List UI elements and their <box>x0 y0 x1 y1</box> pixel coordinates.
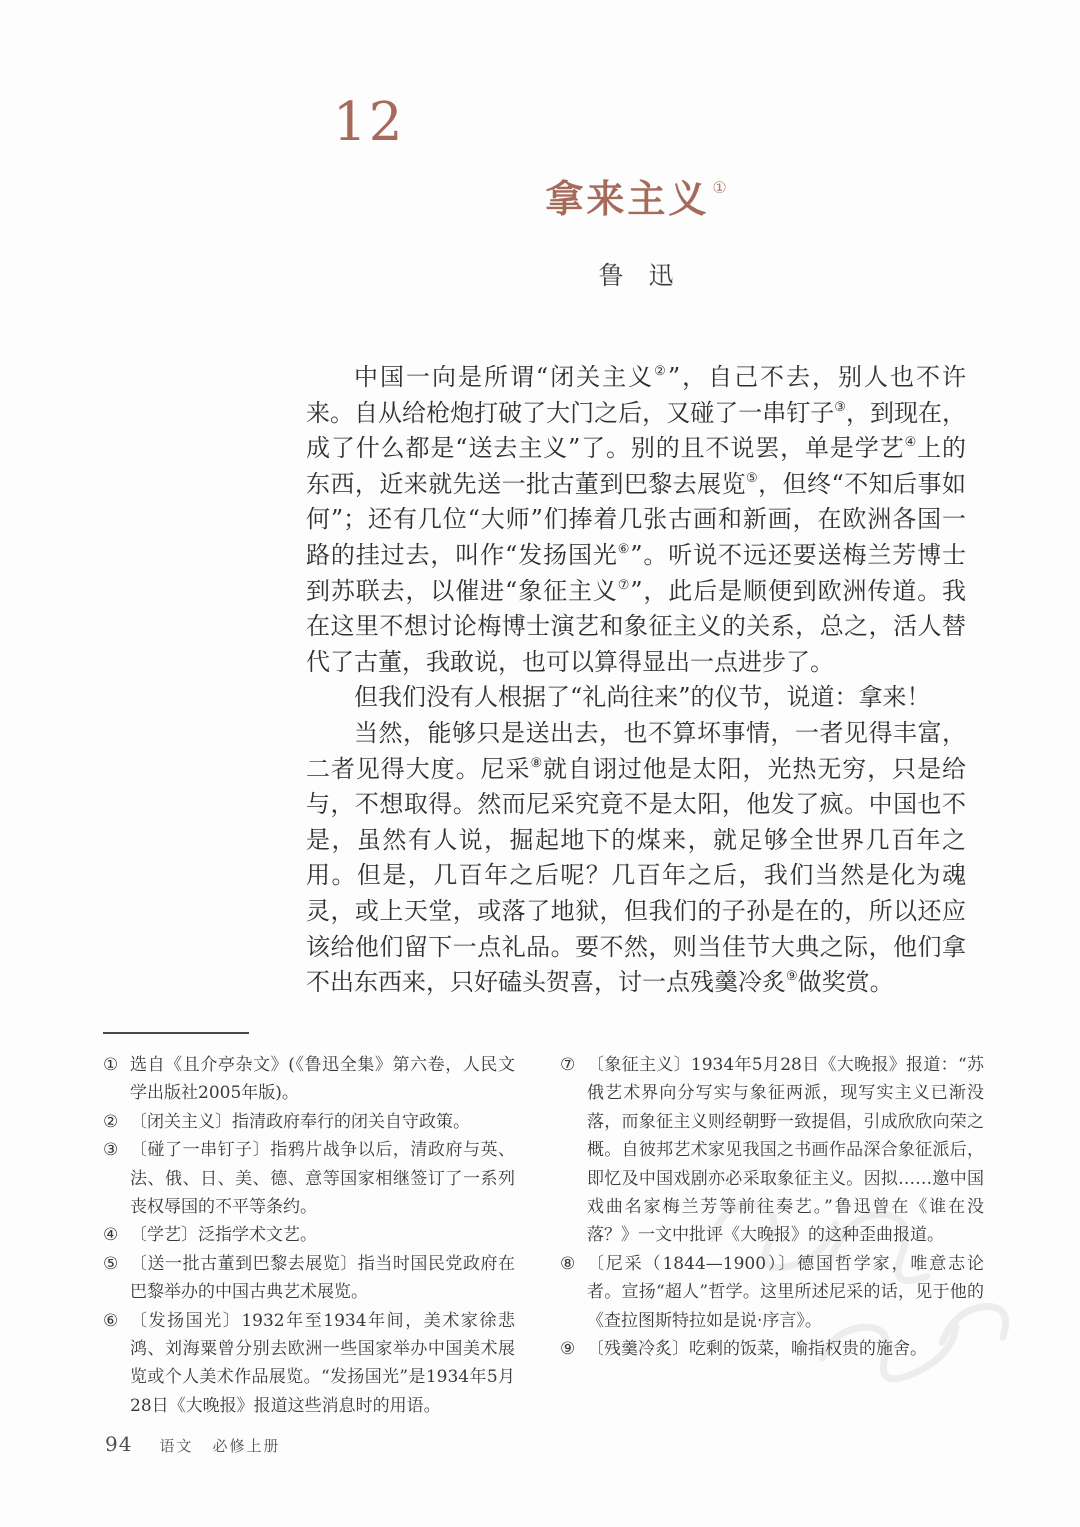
lesson-number: 12 <box>333 92 405 153</box>
footnote-ref-icon: ⑦ <box>617 577 631 593</box>
footnote-item <box>103 1250 515 1307</box>
footnote-divider <box>103 1032 249 1034</box>
footnote-item <box>103 1221 515 1249</box>
author-name: 鲁 迅 <box>598 261 674 290</box>
footnote-text: 〔送一批古董到巴黎去展览〕指当时国民党政府在巴黎举办的中国古典艺术展览。 <box>130 1253 515 1303</box>
footnote-ref-icon: ⑨ <box>786 969 798 985</box>
paragraph: 但我们没有人根据了“礼尚往来”的仪节，说道：拿来！ <box>354 683 931 712</box>
footnote-item <box>103 1108 515 1136</box>
footnote-text: 〔残羹冷炙〕吃剩的饭菜，喻指权贵的施舍。 <box>587 1339 927 1360</box>
footnote-text: 选自《且介亭杂文》(《鲁迅全集》第六卷，人民文学出版社2005年版)。 <box>130 1055 515 1104</box>
footnote-marker: ⑥ <box>103 1310 119 1331</box>
footnote-ref-icon: ④ <box>904 435 918 451</box>
footnote-marker: ⑧ <box>560 1253 576 1274</box>
footnote-marker: ② <box>103 1111 119 1132</box>
footnote-item <box>560 1335 984 1363</box>
footer-volume: 必修上册 <box>212 1437 281 1455</box>
footnote-ref-icon: ② <box>654 364 668 379</box>
footnote-item <box>103 1136 515 1221</box>
footnotes-section <box>103 1051 984 1420</box>
footnote-ref-icon: ⑥ <box>617 541 631 557</box>
footnote-ref-icon: ⑤ <box>746 470 759 486</box>
footnote-item <box>560 1051 984 1250</box>
footnote-text: 〔碰了一串钉子〕指鸦片战争以后，清政府与英、法、俄、日、美、德、意等国家相继签订了一系列丧权辱国的不平等条约。 <box>130 1140 515 1218</box>
footnote-marker: ③ <box>103 1140 119 1161</box>
footer-subject: 语文 <box>159 1437 194 1455</box>
footnote-text: 〔尼采（1844—1900）〕德国哲学家，唯意志论者。宣扬“超人”哲学。这里所述尼采的话，见于他的《查拉图斯特拉如是说·序言》。 <box>587 1253 984 1331</box>
body-text <box>306 360 966 1001</box>
footnote-ref-icon: ⑧ <box>530 755 544 771</box>
footnote-text: 〔发扬国光〕1932年至1934年间，美术家徐悲鸿、刘海粟曾分别去欧洲一些国家举办中国美术展览或个人美术作品展览。“发扬国光”是1934年5月28日《大晚报》报道这些消息时的用语。 <box>130 1310 515 1416</box>
footnote-marker: ④ <box>103 1225 119 1246</box>
title-footnote-ref-icon: ① <box>712 178 727 197</box>
footnote-marker: ⑨ <box>560 1339 576 1360</box>
footnote-item <box>103 1051 515 1108</box>
footnote-marker: ① <box>103 1055 119 1075</box>
page-footer <box>105 1432 280 1456</box>
footnote-marker: ⑤ <box>103 1253 119 1274</box>
page-number: 94 <box>105 1432 133 1456</box>
lesson-title-text: 拿来主义 <box>545 176 710 221</box>
footnote-text: 〔象征主义〕1934年5月28日《大晚报》报道：“苏俄艺术界向分写实与象征两派，现写实主义已渐没落，而象征主义则经朝野一致提倡，引成欣欣向荣之概。自彼邦艺术家见我国之书画作品深合象征派后，即忆及中国戏剧亦必采取象征主义。因拟……邀中国戏曲名家梅兰芳等前往奏艺。”鲁迅曾在《谁在没落？》一文中批评《大晚报》的这种歪曲报道。 <box>587 1055 984 1246</box>
footnote-text: 〔闭关主义〕指清政府奉行的闭关自守政策。 <box>130 1111 470 1132</box>
footnote-text: 〔学艺〕泛指学术文艺。 <box>130 1225 317 1246</box>
paragraph: 当然，能够只是送出去，也不算坏事情，一者见得丰富，二者见得大度。尼采⑧就自诩过他是太阳，光热无穷，只是给与，不想取得。然而尼采究竟不是太阳，他发了疯。中国也不是，虽然有人说，掘起地下的煤来，就足够全世界几百年之用。但是，几百年之后呢？几百年之后，我们当然是化为魂灵，或上天堂，或落了地狱，但我们的子孙是在的，所以还应该给他们留下一点礼品。要不然，则当佳节大典之际，他们拿不出东西来，只好磕头贺喜，讨一点残羹冷炙⑨做奖赏。 <box>306 718 967 997</box>
footnote-ref-icon: ③ <box>834 399 846 415</box>
paragraph: 中国一向是所谓“闭关主义②”，自己不去，别人也不许来。自从给枪炮打破了大门之后，又碰了一串钉子③，到现在，成了什么都是“送去主义”了。别的且不说罢，单是学艺④上的东西，近来就先送一批古董到巴黎去展览⑤，但终“不知后事如何”；还有几位“大师”们捧着几张古画和新画，在欧洲各国一路的挂过去，叫作“发扬国光⑥”。听说不远还要送梅兰芳博士到苏联去，以催进“象征主义⑦”，此后是顺便到欧洲传道。我在这里不想讨论梅博士演艺和象征主义的关系，总之，活人替代了古董，我敢说，也可以算得显出一点进步了。 <box>306 363 967 676</box>
footnote-marker: ⑦ <box>560 1055 576 1075</box>
lesson-title <box>306 176 966 222</box>
footnotes-right-column <box>560 1051 984 1420</box>
footnote-item <box>560 1250 984 1335</box>
footnote-item <box>103 1307 515 1421</box>
footnotes-left-column <box>103 1051 515 1420</box>
